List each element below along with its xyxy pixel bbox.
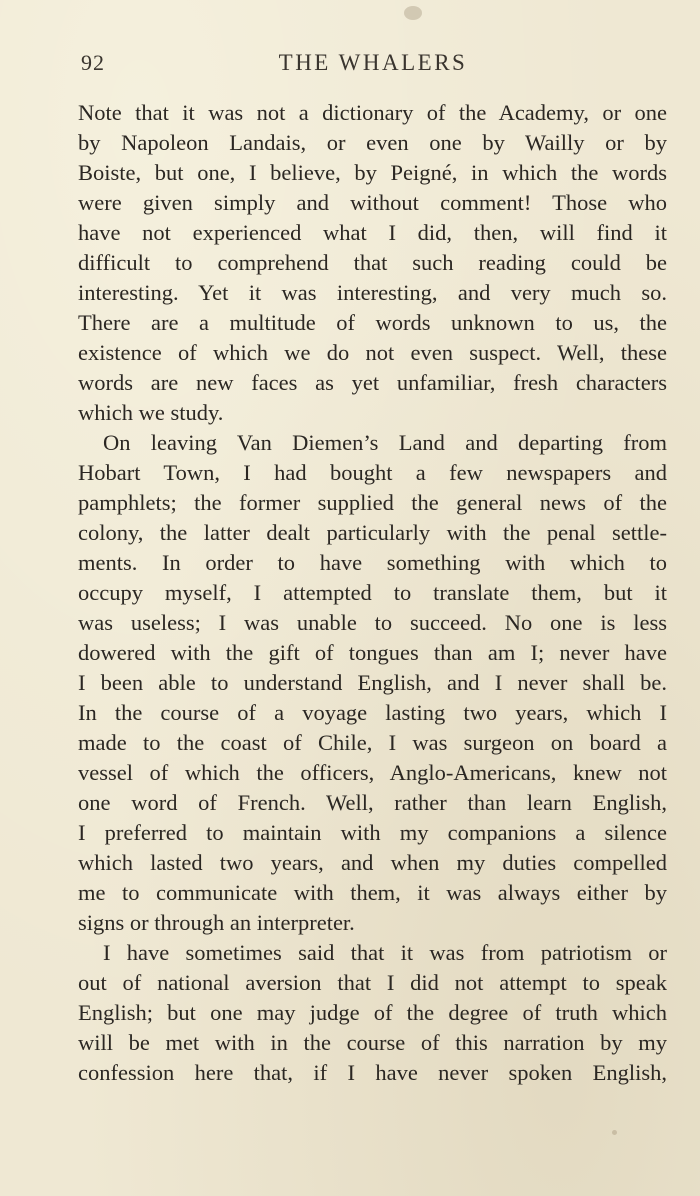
text-line: In the course of a voyage lasting two years, which I [78, 700, 667, 725]
text-line: On leaving Van Diemen’s Land and departing from [103, 430, 667, 455]
text-line: vessel of which the officers, Anglo-Americans, knew not [78, 760, 667, 785]
text-line: words are new faces as yet unfamiliar, fresh characters [78, 370, 667, 395]
paragraph [78, 938, 667, 1088]
running-title: THE WHALERS [278, 50, 468, 75]
text-line: ments. In order to have something with which to [78, 550, 667, 575]
text-line: dowered with the gift of tongues than am I; never have [78, 640, 667, 665]
text-line: which we study. [78, 400, 224, 425]
paragraph [78, 428, 667, 938]
text-line: I preferred to maintain with my companions a silence [78, 820, 667, 845]
text-line: which lasted two years, and when my duties compelled [78, 850, 667, 875]
text-line: Hobart Town, I had bought a few newspapers and [78, 460, 667, 485]
text-line: was useless; I was unable to succeed. No one is less [78, 610, 667, 635]
text-line: occupy myself, I attempted to translate them, but it [78, 580, 667, 605]
text-line: existence of which we do not even suspect. Well, these [78, 340, 667, 365]
page-number: 92 [81, 50, 105, 75]
text-line: signs or through an interpreter. [78, 910, 355, 935]
text-line: interesting. Yet it was interesting, and very much so. [78, 280, 667, 305]
text-line: have not experienced what I did, then, will find it [78, 220, 667, 245]
text-line: will be met with in the course of this narration by my [78, 1030, 667, 1055]
text-line: I been able to understand English, and I never shall be. [78, 670, 667, 695]
text-line: out of national aversion that I did not attempt to speak [78, 970, 667, 995]
paper-speck [612, 1130, 617, 1135]
text-line: difficult to comprehend that such reading could be [78, 250, 667, 275]
text-line: confession here that, if I have never spoken English, [78, 1060, 667, 1085]
paragraph [78, 98, 667, 428]
text-line: colony, the latter dealt particularly with the penal settle- [78, 520, 667, 545]
text-line: pamphlets; the former supplied the general news of the [78, 490, 667, 515]
text-line: one word of French. Well, rather than learn English, [78, 790, 667, 815]
text-line: I have sometimes said that it was from patriotism or [103, 940, 667, 965]
text-line: made to the coast of Chile, I was surgeon on board a [78, 730, 667, 755]
text-line: English; but one may judge of the degree of truth which [78, 1000, 667, 1025]
page-header [78, 46, 668, 82]
text-line: by Napoleon Landais, or even one by Wailly or by [78, 130, 667, 155]
text-line: Boiste, but one, I believe, by Peigné, in which the words [78, 160, 667, 185]
text-line: were given simply and without comment! Those who [78, 190, 667, 215]
text-line: Note that it was not a dictionary of the Academy, or one [78, 100, 667, 125]
paper-speck [404, 6, 422, 20]
text-line: me to communicate with them, it was always either by [78, 880, 667, 905]
text-line: There are a multitude of words unknown to us, the [78, 310, 667, 335]
body-text [78, 98, 667, 1088]
